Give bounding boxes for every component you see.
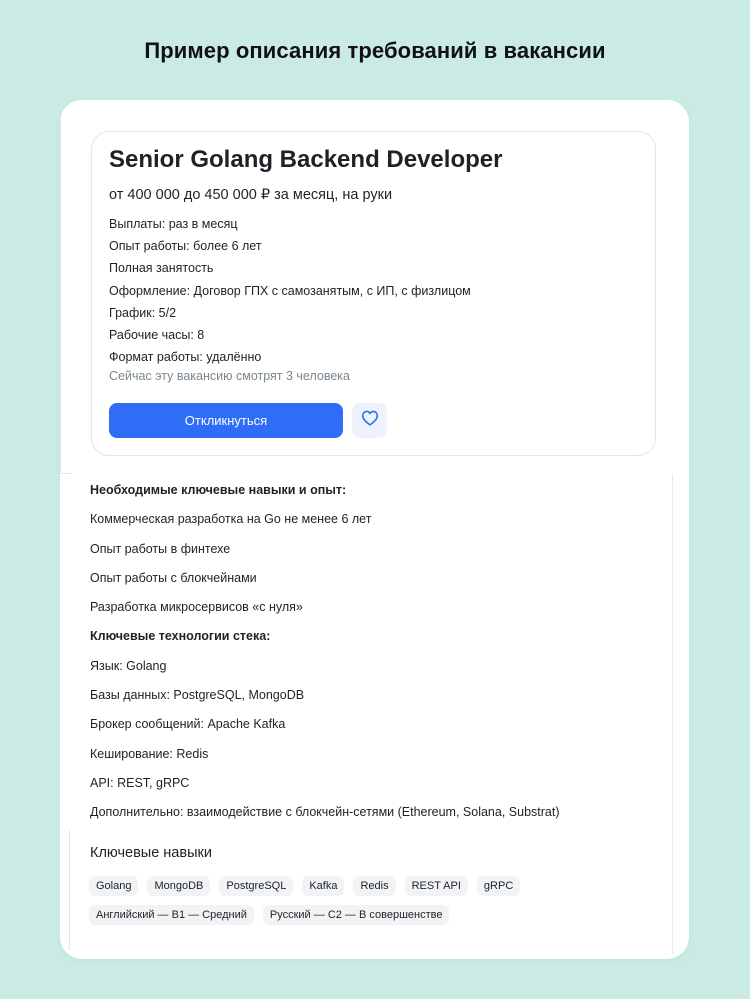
- page-title: Пример описания требований в вакансии: [144, 38, 606, 63]
- description-line: Разработка микросервисов «с нуля»: [90, 600, 303, 615]
- vacancy-details-list: [109, 213, 471, 368]
- description-line: Опыт работы в финтехе: [90, 541, 231, 556]
- description-line: Базы данных: PostgreSQL, MongoDB: [90, 688, 305, 703]
- skill-tag: Русский — C2 — В совершенстве: [263, 905, 450, 925]
- description-line: Дополнительно: взаимодействие с блокчейн-сетями (Ethereum, Solana, Substrat): [90, 805, 560, 820]
- detail-employment: Полная занятость: [109, 261, 214, 276]
- vacancy-card: [91, 131, 656, 456]
- detail-contract: Оформление: Договор ГПХ с самозанятым, с ИП, с физлицом: [109, 283, 471, 298]
- viewers-count-text: Сейчас эту вакансию смотрят 3 человека: [109, 369, 351, 383]
- heart-icon: [361, 410, 379, 431]
- description-line: Кеширование: Redis: [90, 746, 209, 761]
- skill-tags: [89, 876, 649, 925]
- detail-payments: Выплаты: раз в месяц: [109, 217, 238, 231]
- detail-hours: Рабочие часы: 8: [109, 328, 205, 343]
- description-line: API: REST, gRPC: [90, 775, 190, 790]
- apply-button[interactable]: Откликнуться: [109, 403, 343, 438]
- key-skills-title: Ключевые навыки: [90, 845, 212, 861]
- skill-tag: PostgreSQL: [219, 876, 293, 896]
- section-heading: Необходимые ключевые навыки и опыт:: [90, 483, 347, 497]
- skill-tag: Golang: [89, 876, 138, 896]
- skill-tag: gRPC: [477, 876, 520, 896]
- section-heading: Ключевые технологии стека:: [90, 629, 271, 644]
- divider: [60, 473, 72, 474]
- detail-work-format: Формат работы: удалённо: [109, 350, 262, 365]
- description-line: Опыт работы с блокчейнами: [90, 570, 257, 585]
- detail-experience: Опыт работы: более 6 лет: [109, 239, 262, 254]
- vacancy-panel: [60, 100, 689, 959]
- skill-tag: MongoDB: [147, 876, 210, 896]
- description-line: Брокер сообщений: Apache Kafka: [90, 717, 286, 732]
- skill-tag: Английский — B1 — Средний: [89, 905, 254, 925]
- description-line: Коммерческая разработка на Go не менее 6 лет: [90, 512, 372, 527]
- vacancy-title: Senior Golang Backend Developer: [109, 146, 503, 173]
- salary-text: от 400 000 до 450 000 ₽ за месяц, на руки: [109, 187, 393, 203]
- skill-tag: Kafka: [302, 876, 344, 896]
- detail-schedule: График: 5/2: [109, 305, 177, 320]
- description-line: Язык: Golang: [90, 658, 167, 673]
- favorite-button[interactable]: [352, 403, 387, 438]
- skill-tag: REST API: [405, 876, 468, 896]
- skill-tag: Redis: [353, 876, 395, 896]
- vacancy-description: [90, 480, 660, 832]
- divider: [69, 830, 70, 950]
- divider: [672, 474, 673, 954]
- divider: [60, 100, 61, 474]
